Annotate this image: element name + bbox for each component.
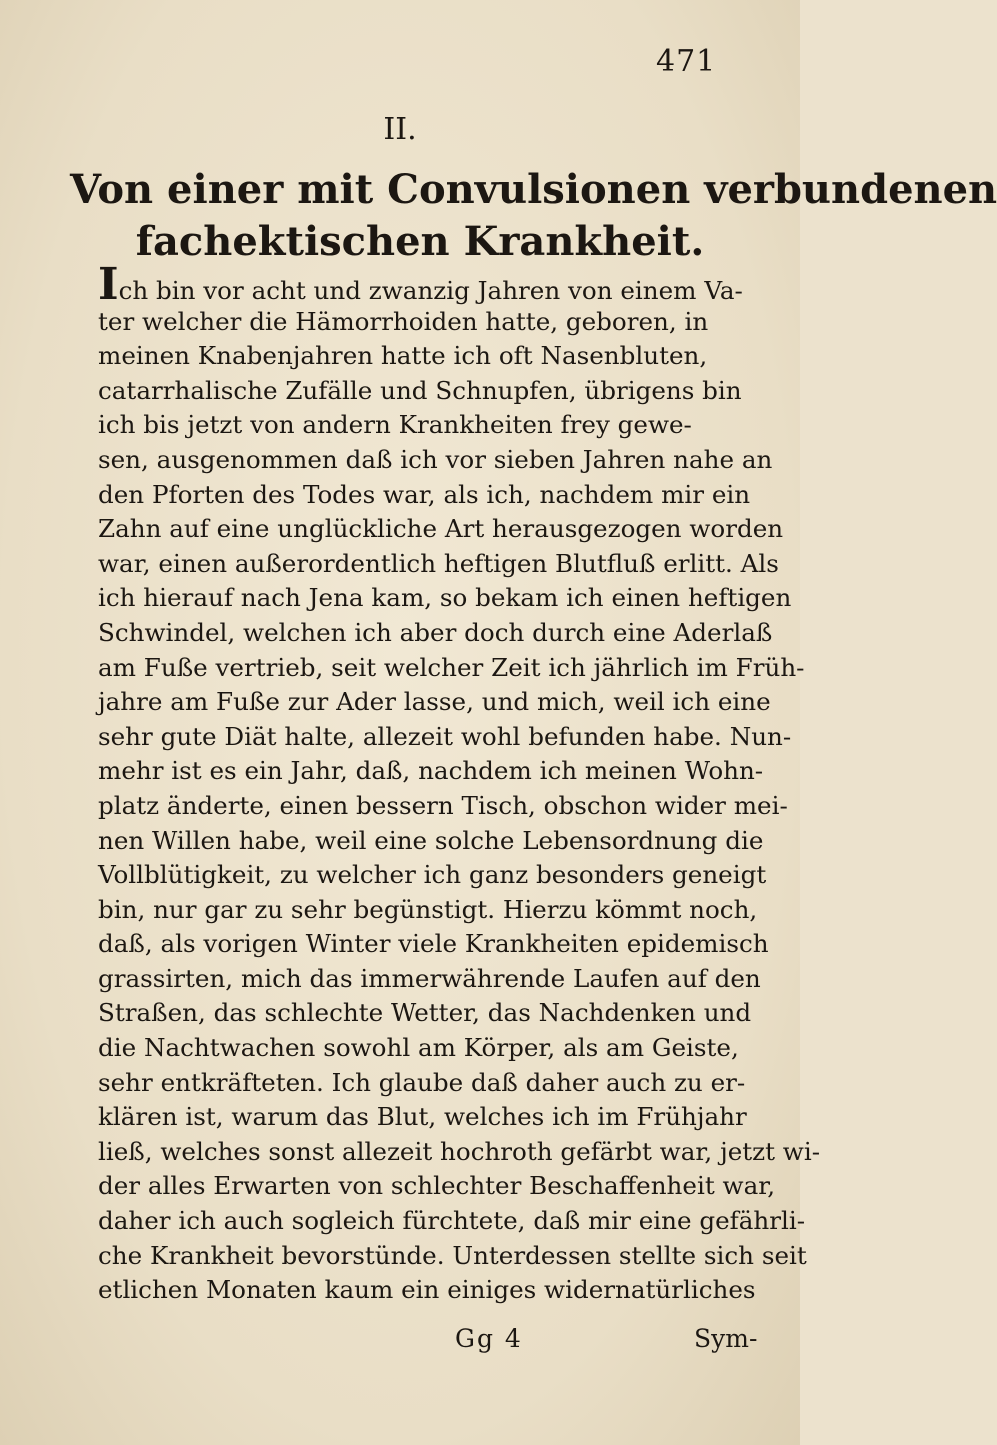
- text-line: Ich bin vor acht und zwanzig Jahren von einem Va-: [98, 259, 743, 310]
- text-line: che Krankheit bevorstünde. Unterdessen stellte sich seit: [98, 1240, 807, 1270]
- text-line: die Nachtwachen sowohl am Körper, als am Geiste,: [98, 1033, 739, 1063]
- title-line: fachektischen Krankheit.: [135, 218, 705, 265]
- text-line: catarrhalische Zufälle und Schnupfen, übrigens bin: [98, 375, 742, 405]
- catchword: Sym-: [694, 1324, 758, 1353]
- text-line: Straßen, das schlechte Wetter, das Nachdenken und: [98, 998, 752, 1028]
- text-line: nen Willen habe, weil eine solche Lebensordnung die: [98, 825, 764, 855]
- text-line: Zahn auf eine unglückliche Art herausgezogen worden: [98, 514, 784, 544]
- body-text: [98, 259, 821, 1308]
- text-line: sehr gute Diät halte, allezeit wohl befunden habe. Nun-: [98, 721, 792, 751]
- text-line: grassirten, mich das immerwährende Laufen auf den: [98, 963, 761, 993]
- signature-mark: Gg 4: [455, 1324, 523, 1353]
- text-line: bin, nur gar zu sehr begünstigt. Hierzu kömmt noch,: [98, 894, 758, 924]
- text-line: Vollblütigkeit, zu welcher ich ganz besonders geneigt: [98, 860, 767, 890]
- text-line: war, einen außerordentlich heftigen Blutfluß erlitt. Als: [98, 548, 779, 578]
- chapter-title: [70, 164, 997, 268]
- text-line: daß, als vorigen Winter viele Krankheiten epidemisch: [98, 929, 769, 959]
- text-line: ter welcher die Hämorrhoiden hatte, geboren, in: [98, 306, 709, 336]
- text-line: Schwindel, welchen ich aber doch durch eine Aderlaß: [98, 617, 773, 647]
- text-line: ich hierauf nach Jena kam, so bekam ich einen heftigen: [98, 583, 792, 613]
- section-number: II.: [383, 112, 417, 147]
- text-line: klären ist, warum das Blut, welches ich im Frühjahr: [98, 1102, 747, 1132]
- text-line: sehr entkräfteten. Ich glaube daß daher auch zu er-: [98, 1067, 746, 1097]
- text-line: mehr ist es ein Jahr, daß, nachdem ich meinen Wohn-: [98, 756, 764, 786]
- text-line: ließ, welches sonst allezeit hochroth gefärbt war, jetzt wi-: [98, 1136, 821, 1166]
- text-line: sen, ausgenommen daß ich vor sieben Jahren nahe an: [98, 444, 773, 474]
- text-line: der alles Erwarten von schlechter Beschaffenheit war,: [98, 1171, 776, 1201]
- text-line: etlichen Monaten kaum ein einiges widernatürliches: [98, 1275, 756, 1305]
- text-line: daher ich auch sogleich fürchtete, daß mir eine gefährli-: [98, 1206, 806, 1236]
- text-line: meinen Knabenjahren hatte ich oft Nasenbluten,: [98, 341, 708, 371]
- page-number: 471: [656, 44, 717, 79]
- text-line: ich bis jetzt von andern Krankheiten frey gewe-: [98, 410, 692, 440]
- text-line: platz änderte, einen bessern Tisch, obschon wider mei-: [98, 790, 788, 820]
- text-line: am Fuße vertrieb, seit welcher Zeit ich jährlich im Früh-: [98, 652, 805, 682]
- title-line: Von einer mit Convulsionen verbundenen: [70, 166, 997, 213]
- text-line: jahre am Fuße zur Ader lasse, und mich, weil ich eine: [98, 687, 771, 717]
- text-line: den Pforten des Todes war, als ich, nachdem mir ein: [98, 479, 751, 509]
